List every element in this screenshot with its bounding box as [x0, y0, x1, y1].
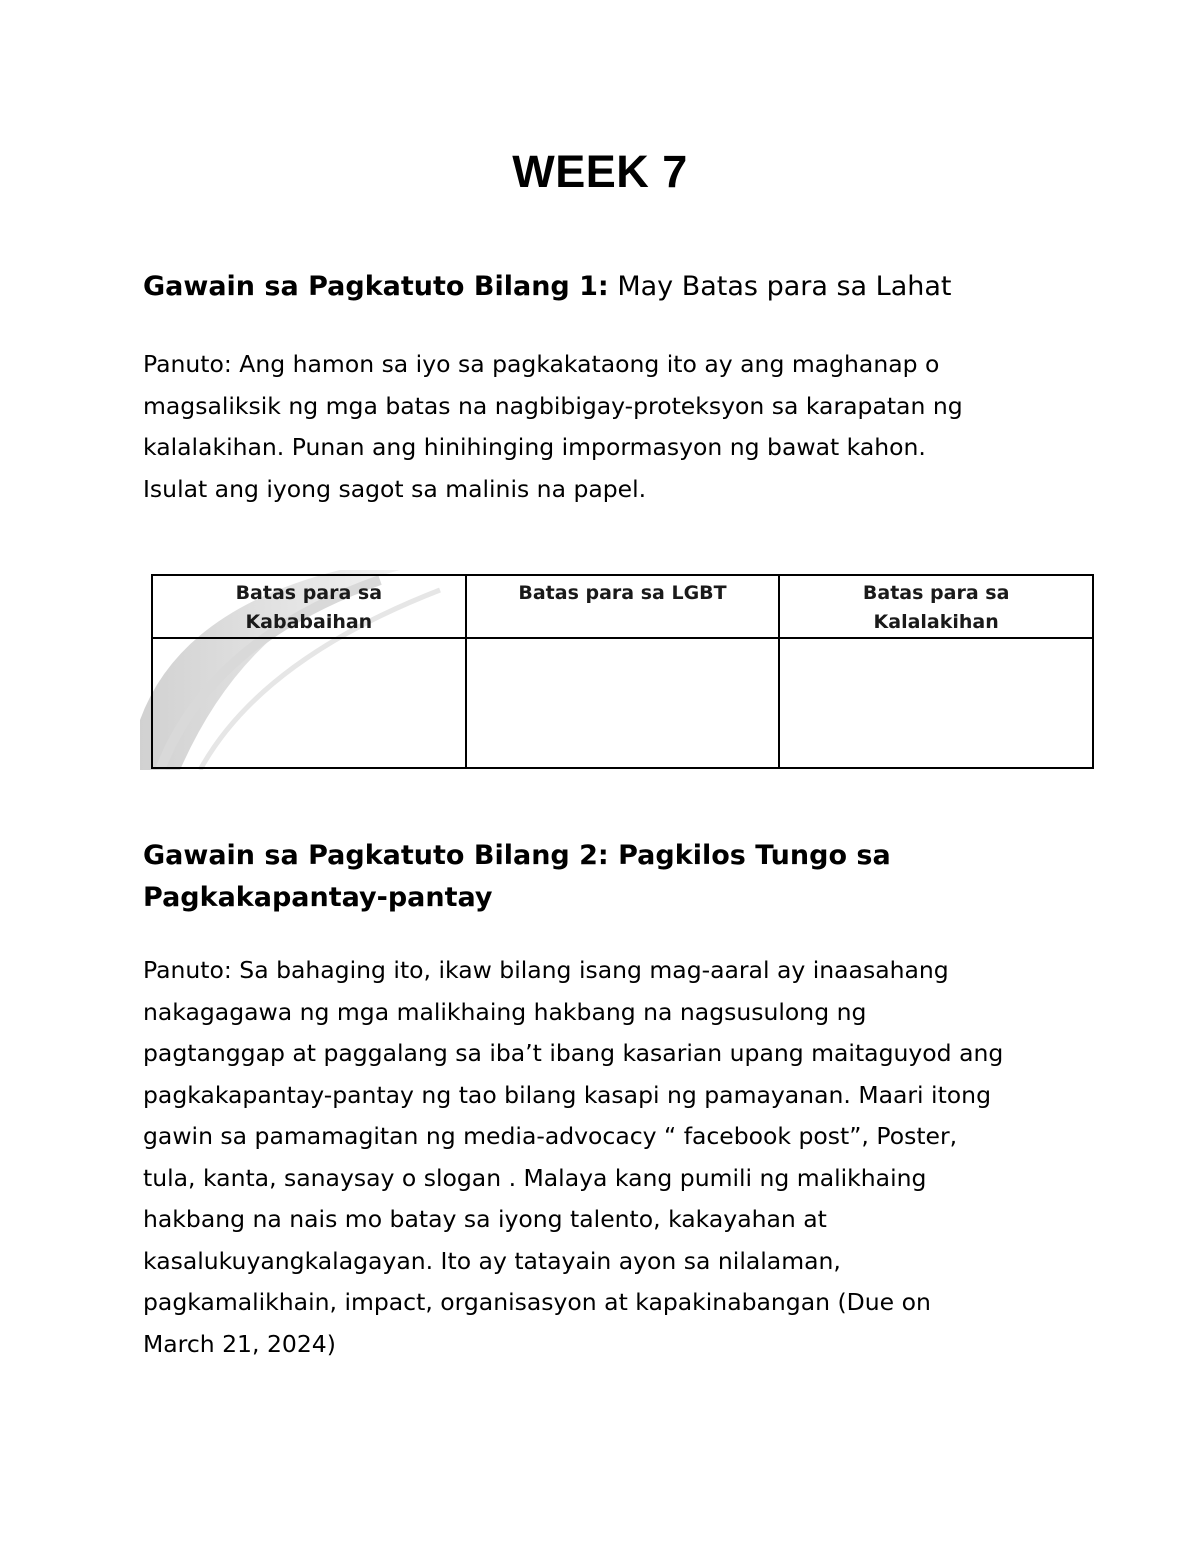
- instruction-line: pagkamalikhain, impact, organisasyon at kapakinabangan (Due on: [143, 1288, 931, 1316]
- instruction-line: Panuto: Ang hamon sa iyo sa pagkakataong ito ay ang maghanap o: [143, 350, 940, 378]
- table-header-row: [152, 575, 1093, 638]
- section1-heading: [143, 266, 952, 308]
- instruction-line: nakagagawa ng mga malikhaing hakbang na nagsusulong ng: [143, 997, 867, 1026]
- column-header-lgbt: Batas para sa LGBT: [466, 575, 780, 638]
- instruction-line: magsaliksik ng mga batas na nagbibigay-proteksyon sa karapatan ng: [143, 391, 963, 420]
- table-cell-lgbt: [466, 638, 780, 768]
- instruction-line: March 21, 2024): [143, 1329, 336, 1358]
- section2-heading-line: Pagkakapantay-pantay: [143, 882, 493, 913]
- table-row: [152, 638, 1093, 768]
- column-header-kalalakihan: Batas para sa Kalalakihan: [779, 575, 1093, 638]
- instruction-line: tula, kanta, sanaysay o slogan . Malaya kang pumili ng malikhaing: [143, 1163, 927, 1192]
- instruction-line: Isulat ang iyong sagot sa malinis na papel.: [143, 474, 647, 503]
- section1-label: Gawain sa Pagkatuto Bilang 1:: [143, 271, 609, 302]
- laws-table-container: [140, 570, 1096, 770]
- table-cell-kalalakihan: [779, 638, 1093, 768]
- instruction-line: kasalukuyangkalagayan. Ito ay tatayain ayon sa nilalaman,: [143, 1246, 841, 1275]
- instruction-line: Panuto: Sa bahaging ito, ikaw bilang isang mag-aaral ay inaasahang: [143, 956, 949, 984]
- page-title: WEEK 7: [512, 146, 688, 197]
- section1-instructions: [143, 344, 1073, 510]
- table-cell-kababaihan: [152, 638, 466, 768]
- laws-table: [151, 574, 1094, 769]
- instruction-line: pagtanggap at paggalang sa iba’t ibang kasarian upang maitaguyod ang: [143, 1039, 1004, 1067]
- section1-subtitle: May Batas para sa Lahat: [617, 271, 952, 302]
- column-header-kababaihan: Batas para sa Kababaihan: [152, 575, 466, 638]
- instruction-line: pagkakapantay-pantay ng tao bilang kasapi ng pamayanan. Maari itong: [143, 1080, 991, 1109]
- instruction-line: hakbang na nais mo batay sa iyong talento, kakayahan at: [143, 1205, 827, 1233]
- section2-heading: [143, 835, 1063, 919]
- section2-heading-line: Gawain sa Pagkatuto Bilang 2: Pagkilos Tungo sa: [143, 840, 891, 871]
- instruction-line: gawin sa pamamagitan ng media-advocacy “ facebook post”, Poster,: [143, 1122, 958, 1150]
- section2-instructions: [143, 950, 1073, 1365]
- instruction-line: kalalakihan. Punan ang hinihinging impormasyon ng bawat kahon.: [143, 433, 926, 461]
